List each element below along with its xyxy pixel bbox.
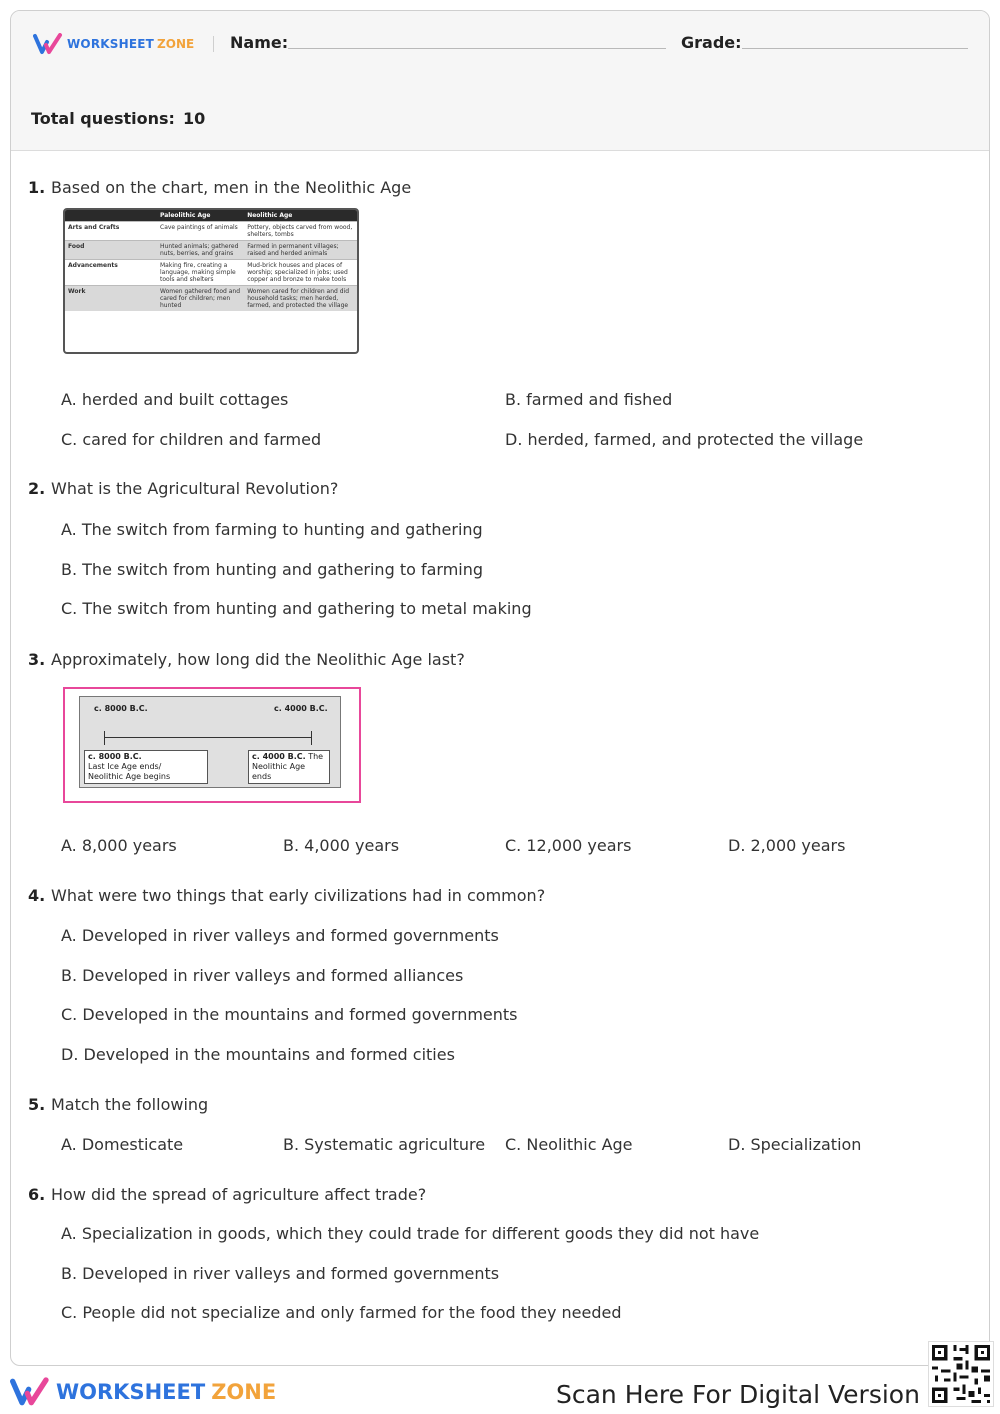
q5-option-b[interactable]: B. Systematic agriculture <box>283 1135 486 1154</box>
q2-option-b[interactable]: B. The switch from hunting and gathering to farming <box>61 560 484 579</box>
q5-option-a[interactable]: A. Domesticate <box>61 1135 184 1154</box>
comparison-table <box>65 210 357 311</box>
start-box-date: c. 8000 B.C. <box>88 752 142 761</box>
question-number: 1. <box>28 178 46 197</box>
question-stem: What is the Agricultural Revolution? <box>51 479 339 498</box>
table-header-neolithic: Neolithic Age <box>244 210 357 222</box>
end-box-line2: Neolithic Age <box>252 762 306 771</box>
total-questions <box>31 109 205 128</box>
start-box-line1: Last Ice Age ends/ <box>88 762 162 771</box>
total-questions-label: Total questions: <box>31 109 175 128</box>
question-stem: How did the spread of agriculture affect trade? <box>51 1185 427 1204</box>
header-divider <box>213 36 214 52</box>
logo-text-worksheet: WORKSHEET <box>67 37 155 51</box>
header-logo <box>33 33 194 55</box>
table-cell: Mud-brick houses and places of worship; specialized in jobs; used copper and bronze to make tools <box>244 260 357 286</box>
timeline-panel <box>79 696 341 788</box>
table-cell: Cave paintings of animals <box>157 222 244 241</box>
table-row <box>65 260 357 286</box>
table-row <box>65 286 357 312</box>
question-number: 5. <box>28 1095 46 1114</box>
start-box-line2: Neolithic Age begins <box>88 772 171 781</box>
q3-option-a[interactable]: A. 8,000 years <box>61 836 177 855</box>
q3-option-d[interactable]: D. 2,000 years <box>728 836 846 855</box>
table-cell: Making fire, creating a language, making simple tools and shelters <box>157 260 244 286</box>
total-questions-value: 10 <box>182 109 206 128</box>
table-row <box>65 241 357 260</box>
end-box-line1: The <box>308 752 324 761</box>
q2-option-c[interactable]: C. The switch from hunting and gathering to metal making <box>61 599 532 618</box>
worksheet-header <box>11 11 989 151</box>
scan-digital-version-text: Scan Here For Digital Version <box>556 1380 920 1409</box>
timeline-tick-start <box>104 731 105 745</box>
table-header-empty <box>65 210 157 222</box>
timeline-start-date: c. 8000 B.C. <box>94 704 148 713</box>
footer-logo <box>10 1377 276 1407</box>
question-stem: Based on the chart, men in the Neolithic Age <box>51 178 412 197</box>
q6-option-b[interactable]: B. Developed in river valleys and formed governments <box>61 1264 500 1283</box>
row-header: Arts and Crafts <box>65 222 157 241</box>
question-number: 6. <box>28 1185 46 1204</box>
grade-field-line[interactable] <box>742 48 968 49</box>
timeline-end-box <box>248 750 330 784</box>
footer-logo-text-zone: ZONE <box>211 1380 277 1404</box>
q5-option-d[interactable]: D. Specialization <box>728 1135 862 1154</box>
paleolithic-neolithic-chart <box>63 208 359 354</box>
question-stem: Approximately, how long did the Neolithic Age last? <box>51 650 465 669</box>
footer-logo-text-worksheet: WORKSHEET <box>56 1380 206 1404</box>
q1-option-d[interactable]: D. herded, farmed, and protected the village <box>505 430 864 449</box>
q5-option-c[interactable]: C. Neolithic Age <box>505 1135 633 1154</box>
q4-option-d[interactable]: D. Developed in the mountains and formed cities <box>61 1045 455 1064</box>
neolithic-timeline-figure <box>63 687 361 803</box>
qr-code-icon[interactable] <box>928 1341 994 1407</box>
timeline-axis <box>104 737 312 738</box>
end-box-date: c. 4000 B.C. <box>252 752 306 761</box>
question-stem: What were two things that early civilizations had in common? <box>51 886 546 905</box>
name-field-line[interactable] <box>288 48 666 49</box>
logo-text-zone: ZONE <box>157 37 195 51</box>
grade-label: Grade: <box>681 33 742 52</box>
q6-option-a[interactable]: A. Specialization in goods, which they could trade for different goods they did not have <box>61 1224 760 1243</box>
question-number: 4. <box>28 886 46 905</box>
table-cell: Women cared for children and did household tasks; men herded, farmed, and protected the village <box>244 286 357 312</box>
worksheet-zone-logo-icon <box>33 33 63 55</box>
q2-option-a[interactable]: A. The switch from farming to hunting and gathering <box>61 520 483 539</box>
question-number: 2. <box>28 479 46 498</box>
end-box-line3: ends <box>252 772 272 781</box>
q3-option-c[interactable]: C. 12,000 years <box>505 836 632 855</box>
q3-option-b[interactable]: B. 4,000 years <box>283 836 400 855</box>
q4-option-b[interactable]: B. Developed in river valleys and formed alliances <box>61 966 464 985</box>
table-header-paleolithic: Paleolithic Age <box>157 210 244 222</box>
question-number: 3. <box>28 650 46 669</box>
q6-option-c[interactable]: C. People did not specialize and only farmed for the food they needed <box>61 1303 622 1322</box>
row-header: Advancements <box>65 260 157 286</box>
timeline-end-date: c. 4000 B.C. <box>274 704 328 713</box>
row-header: Work <box>65 286 157 312</box>
timeline-start-box <box>84 750 208 784</box>
row-header: Food <box>65 241 157 260</box>
table-cell: Hunted animals; gathered nuts, berries, and grains <box>157 241 244 260</box>
table-cell: Pottery, objects carved from wood, shelters, tombs <box>244 222 357 241</box>
q4-option-c[interactable]: C. Developed in the mountains and formed governments <box>61 1005 518 1024</box>
table-cell: Women gathered food and cared for children; men hunted <box>157 286 244 312</box>
table-cell: Farmed in permanent villages; raised and herded animals <box>244 241 357 260</box>
q4-option-a[interactable]: A. Developed in river valleys and formed governments <box>61 926 499 945</box>
worksheet-zone-logo-icon <box>10 1377 50 1407</box>
q1-option-c[interactable]: C. cared for children and farmed <box>61 430 322 449</box>
table-row <box>65 222 357 241</box>
question-stem: Match the following <box>51 1095 209 1114</box>
q1-option-b[interactable]: B. farmed and fished <box>505 390 673 409</box>
name-label: Name: <box>230 33 289 52</box>
timeline-tick-end <box>311 731 312 745</box>
q1-option-a[interactable]: A. herded and built cottages <box>61 390 289 409</box>
